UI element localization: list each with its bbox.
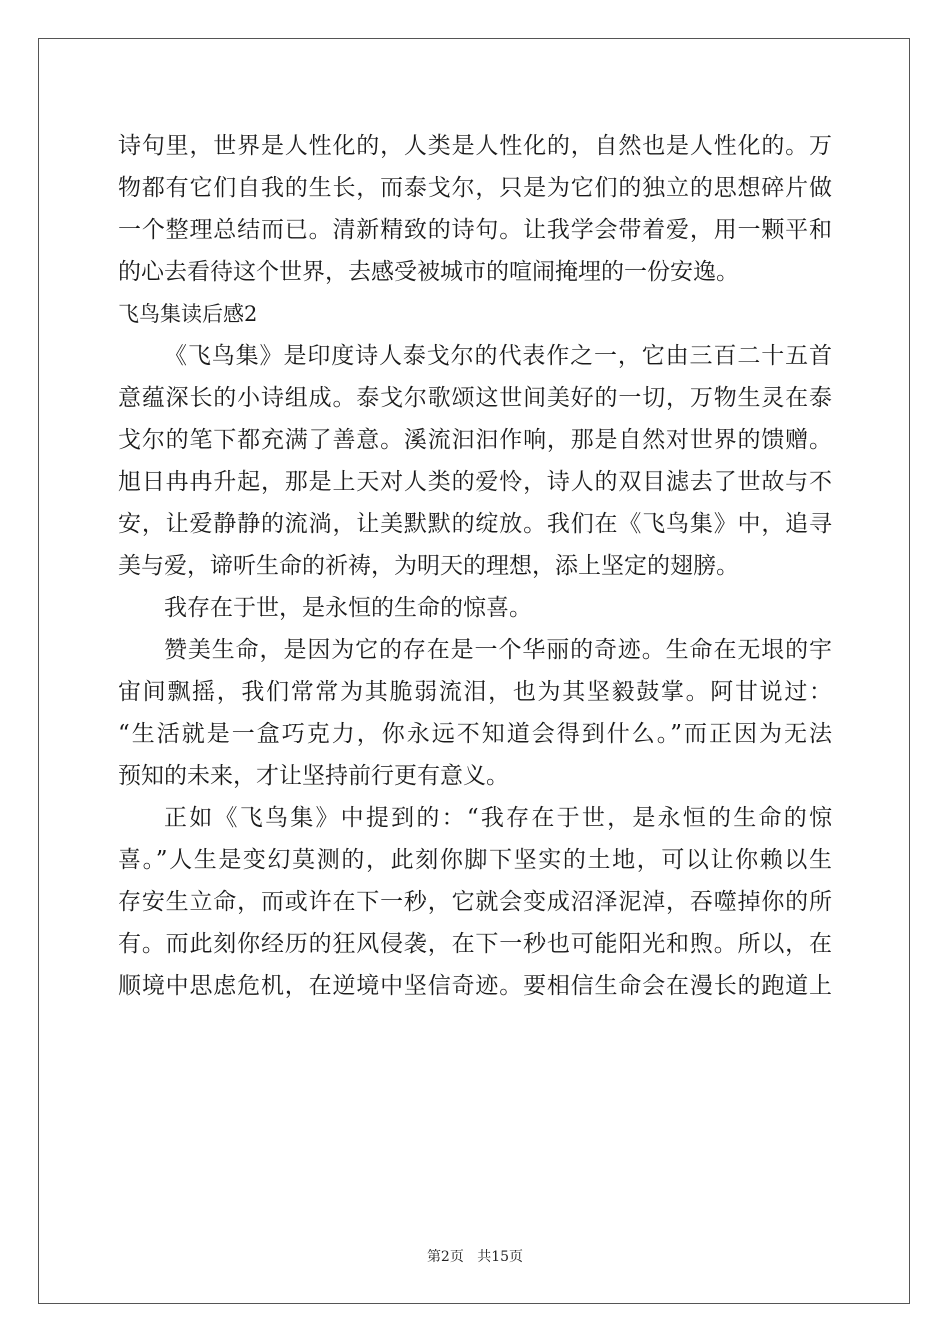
text-line: 的心去看待这个世界，去感受被城市的喧闹掩埋的一份安逸。 [118,259,739,285]
text-line: 喜。”人生是变幻莫测的，此刻你脚下坚实的土地，可以让你赖以生 [118,847,832,873]
text-line: 旭日冉冉升起，那是上天对人类的爱怜，诗人的双目滤去了世故与不 [118,469,832,495]
text-line: 意蕴深长的小诗组成。泰戈尔歌颂这世间美好的一切，万物生灵在泰 [118,385,832,411]
text-line: 戈尔的笔下都充满了善意。溪流汩汩作响，那是自然对世界的馈赠。 [118,427,832,453]
text-line: 预知的未来，才让坚持前行更有意义。 [118,763,509,789]
text-line: 宙间飘摇，我们常常为其脆弱流泪，也为其坚毅鼓掌。阿甘说过： [118,679,832,705]
paragraph-2 [118,588,832,628]
page-footer [0,1246,950,1266]
text-line: “生活就是一盒巧克力，你永远不知道会得到什么。”而正因为无法 [118,721,832,747]
text-line: 正如《飞鸟集》中提到的：“我存在于世，是永恒的生命的惊 [164,805,832,831]
paragraph-3 [118,630,832,796]
text-line: 安，让爱静静的流淌，让美默默的绽放。我们在《飞鸟集》中，追寻 [118,511,832,537]
text-line: 赞美生命，是因为它的存在是一个华丽的奇迹。生命在无垠的宇 [164,637,832,663]
text-line: 有。而此刻你经历的狂风侵袭，在下一秒也可能阳光和煦。所以，在 [118,931,832,957]
paragraph-1 [118,336,832,586]
text-line: 美与爱，谛听生命的祈祷，为明天的理想，添上坚定的翅膀。 [118,553,739,579]
text-line: 我存在于世，是永恒的生命的惊喜。 [164,595,532,621]
page-total: 共15页 [477,1249,524,1265]
paragraph-4 [118,798,832,1006]
text-line: 顺境中思虑危机，在逆境中坚信奇迹。要相信生命会在漫长的跑道上 [118,973,832,999]
document-body [118,126,832,1006]
text-line: 一个整理总结而已。清新精致的诗句。让我学会带着爱，用一颗平和 [118,217,832,243]
page-number: 第2页 [426,1249,464,1265]
text-line: 《飞鸟集》是印度诗人泰戈尔的代表作之一，它由三百二十五首 [164,343,832,369]
section-heading: 飞鸟集读后感2 [118,302,258,326]
text-line: 诗句里，世界是人性化的，人类是人性化的，自然也是人性化的。万 [118,133,832,159]
text-line: 存安生立命，而或许在下一秒，它就会变成沼泽泥淖，吞噬掉你的所 [118,889,832,915]
paragraph-intro [118,126,832,292]
text-line: 物都有它们自我的生长，而泰戈尔，只是为它们的独立的思想碎片做 [118,175,832,201]
